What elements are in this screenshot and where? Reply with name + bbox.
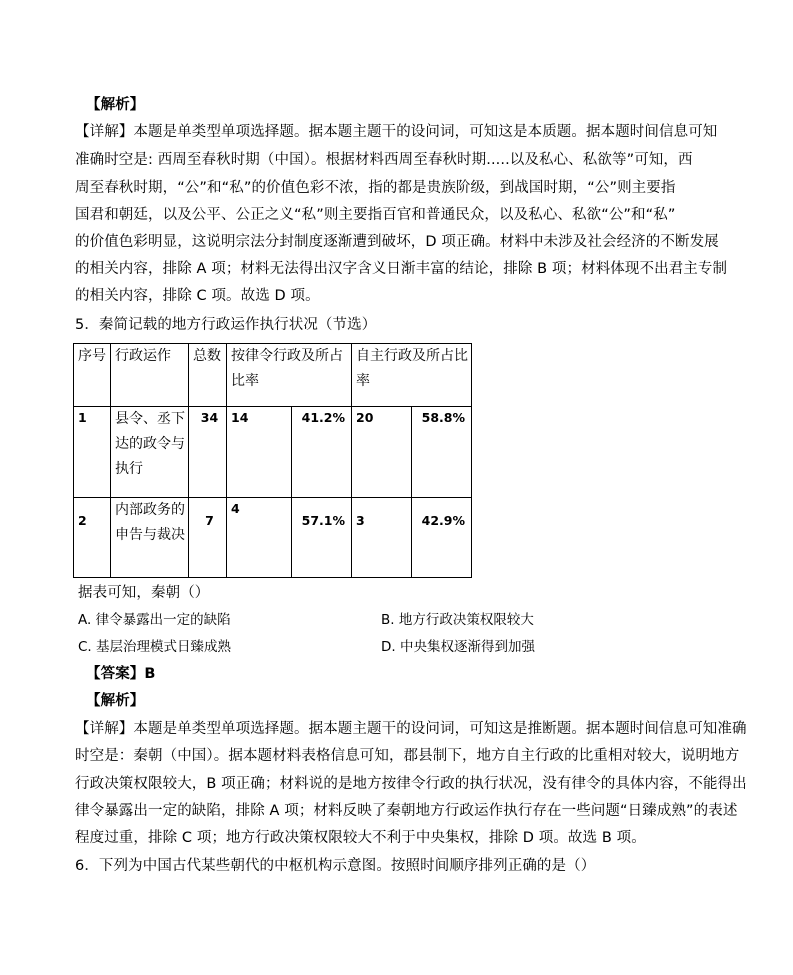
row2-law-percent: 57.1% (301, 513, 345, 528)
row1-auto-count: 20 (356, 410, 374, 425)
header-law: 按律令行政及所占比率 (227, 344, 352, 407)
question-6-stem: 6．下列为中国古代某些朝代的中枢机构示意图。按照时间顺序排列正确的是（） (75, 858, 596, 874)
question-5-stem: 5．秦简记载的地方行政运作执行状况（节选） (75, 317, 377, 333)
row2-seq: 2 (78, 513, 87, 528)
option-a: A. 律令暴露出一定的缺陷 (78, 612, 231, 628)
table-row (74, 498, 472, 578)
row2-auto-count: 3 (356, 513, 365, 528)
row2-auto-percent: 42.9% (421, 513, 465, 528)
row1-total: 34 (200, 410, 219, 425)
table-row (74, 407, 472, 498)
table-header-row (74, 344, 472, 407)
row1-seq: 1 (78, 410, 87, 425)
data-table (73, 343, 472, 578)
option-d: D. 中央集权逐渐得到加强 (381, 639, 535, 655)
row1-operation: 县令、丞下达的政令与执行 (111, 407, 189, 498)
analysis-line-4: 国君和朝廷，以及公平、公正之义“私”则主要指百官和普通民众，以及私心、私欲“公”和“私” (75, 207, 676, 223)
question-5-prompt: 据表可知，秦朝（） (78, 585, 210, 601)
analysis-line-6: 的相关内容，排除 A 项；材料无法得出汉字含义日渐丰富的结论，排除 B 项；材料体现不出君主专制 (75, 261, 728, 277)
row2-operation: 内部政务的申告与裁决 (111, 498, 189, 578)
header-seq: 序号 (74, 344, 111, 407)
option-b: B. 地方行政决策权限较大 (381, 612, 534, 628)
analysis2-line-1: 【详解】本题是单类型单项选择题。据本题主题干的设问词，可知这是推断题。据本题时间信息可知准确 (75, 721, 747, 737)
analysis2-line-3: 行政决策权限较大，B 项正确；材料说的是地方按律令行政的执行状况，没有律令的具体内容，不能得出 (75, 776, 747, 792)
header-auto: 自主行政及所占比率 (352, 344, 472, 407)
row1-auto-percent: 58.8% (421, 410, 465, 425)
header-total: 总数 (189, 344, 227, 407)
analysis-heading-2: 【解析】 (86, 693, 145, 709)
analysis-line-7: 的相关内容，排除 C 项。故选 D 项。 (75, 288, 320, 304)
answer-label: 【答案】B (86, 666, 156, 682)
option-c: C. 基层治理模式日臻成熟 (78, 639, 232, 655)
analysis2-line-5: 程度过重，排除 C 项；地方行政决策权限较大不利于中央集权，排除 D 项。故选 B 项。 (75, 830, 646, 846)
analysis2-line-4: 律令暴露出一定的缺陷，排除 A 项；材料反映了秦朝地方行政运作执行存在一些问题“日臻成熟”的表述 (75, 803, 738, 819)
row2-total: 7 (205, 513, 214, 528)
header-operation: 行政运作 (111, 344, 189, 407)
analysis-heading-1: 【解析】 (86, 97, 145, 113)
analysis2-line-2: 时空是：秦朝（中国）。据本题材料表格信息可知，郡县制下，地方自主行政的比重相对较大，说明地方 (75, 748, 740, 764)
analysis-line-3: 周至春秋时期，“公”和“私”的价值色彩不浓，指的都是贵族阶级，到战国时期，“公”则主要指 (75, 180, 676, 196)
row1-law-count: 14 (231, 410, 249, 425)
analysis-line-2: 准确时空是: 西周至春秋时期（中国）。根据材料西周至春秋时期.....以及私心、私欲等”可知，西 (75, 152, 693, 168)
row2-law-count: 4 (231, 501, 240, 516)
row1-law-percent: 41.2% (301, 410, 345, 425)
analysis-line-1: 【详解】本题是单类型单项选择题。据本题主题干的设问词，可知这是本质题。据本题时间信息可知 (75, 124, 718, 140)
analysis-line-5: 的价值色彩明显，这说明宗法分封制度逐渐遭到破坏，D 项正确。材料中未涉及社会经济的不断发展 (75, 234, 719, 250)
